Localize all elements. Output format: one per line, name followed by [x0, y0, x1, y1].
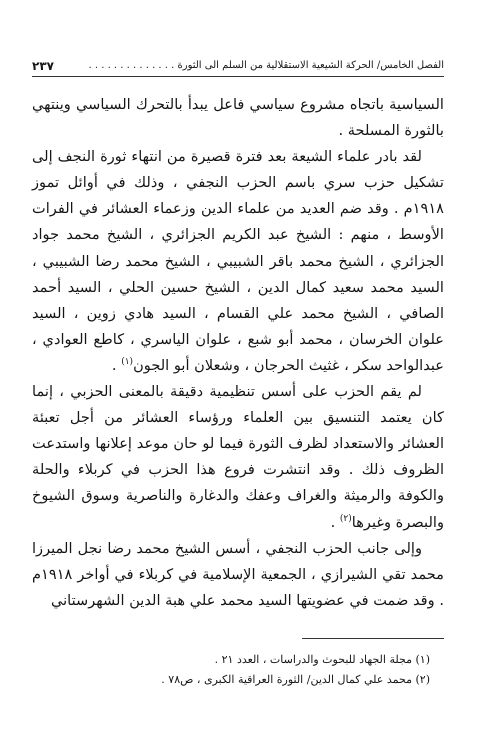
paragraph-text: السياسية باتجاه مشروع سياسي فاعل يبدأ بالتحرك السياسي وينتهي بالثورة المسلحة .: [32, 96, 444, 140]
paragraph: [32, 144, 444, 379]
paragraph-text: وإلى جانب الحزب النجفي ، أسس الشيخ محمد رضا نجل الميرزا محمد تقي الشيرازي ، الجمعية الإسلامية في كربلاء في أواخر ١٩١٨م . وقد ضمت في عضويتها السيد محمد علي هبة الدين الشهرستاني: [32, 539, 444, 609]
paragraph: [32, 379, 444, 536]
paragraph: [32, 536, 444, 614]
footnote-reference: (١): [121, 357, 134, 368]
page-number: ٢٣٧: [32, 59, 54, 73]
footnote-divider: [302, 638, 444, 639]
footnote: (١) مجلة الجهاد للبحوث والدراسات ، العدد ٢١ .: [214, 653, 430, 666]
running-title: الفصل الخامس/ الحركة الشيعية الاستقلالية من السلم الى الثورة . . . . . . . . . . . . . .: [88, 60, 444, 71]
paragraph: [32, 92, 444, 144]
footnote: (٢) محمد علي كمال الدين/ الثورة العراقية الكبرى ، ص٧٨ .: [161, 673, 430, 686]
running-header: [32, 58, 444, 77]
paragraph-tail: .: [330, 513, 340, 531]
paragraph-tail: .: [111, 356, 122, 374]
paragraph-text: لقد بادر علماء الشيعة بعد فترة قصيرة من انتهاء ثورة النجف إلى تشكيل حزب سري باسم الحزب النجفي ، وذلك في أوائل تموز ١٩١٨م . وقد ضم العديد من علماء الدين وزعماء العشائر في الفرات الأوسط ، منهم : الشيخ عبد الكريم الجزائري ، الشيخ محمد جواد الجزائري ، الشيخ محمد باقر الشبيبي ، الشيخ محمد رضا الشبيبي ، السيد محمد سعيد كمال الدين ، الشيخ حسين الحلي ، السيد أحمد الصافي ، الشيخ محمد علي القسام ، السيد هادي زوين ، السيد علوان الخرسان ، محمد أبو شبع ، علوان الياسري ، كاطع العوادي ، عبدالواحد سكر ، غثيث الحرجان ، وشعلان أبو الجون: [32, 148, 444, 374]
body-text: [32, 92, 444, 614]
footnote-reference: (٢): [339, 513, 352, 524]
footnotes: [32, 650, 444, 690]
paragraph-text: لم يقم الحزب على أسس تنظيمية دقيقة بالمعنى الحزبي ، إنما كان يعتمد التنسيق بين العلماء ورؤساء العشائر من أجل تعبئة العشائر والاستعداد لظرف الثورة فيما لو حان موعد إعلانها واستدعت الظروف ذلك . وقد انتشرت فروع هذا الحزب في كربلاء والحلة والكوفة والرميثة والغراف وعفك والدغارة والناصرية وسوق الشيوخ والبصرة وغيرها: [32, 383, 444, 531]
